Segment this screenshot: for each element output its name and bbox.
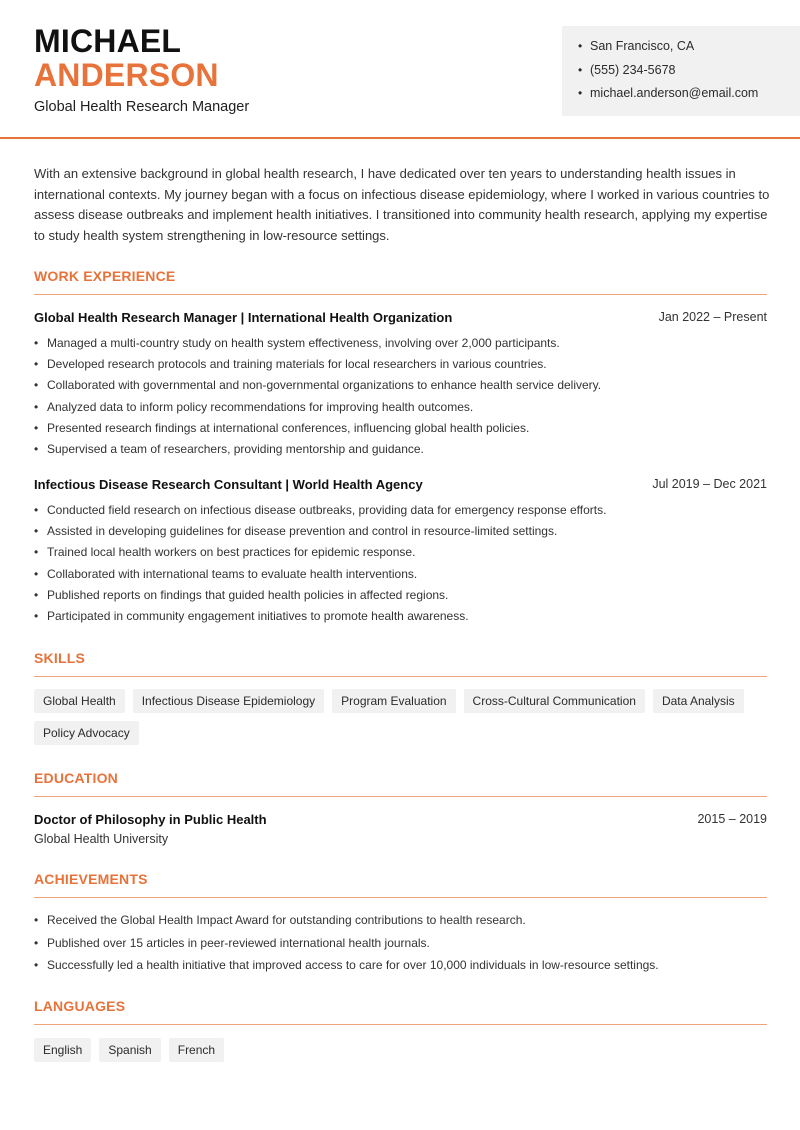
list-item: • Participated in community engagement initiatives to promote health awareness. (34, 609, 774, 630)
work-experience-heading: WORK EXPERIENCE (34, 268, 176, 284)
skill-tag: Global Health (34, 689, 125, 713)
job-dates: Jan 2022 – Present (658, 310, 767, 324)
job-dates: Jul 2019 – Dec 2021 (652, 477, 767, 491)
education-dates: 2015 – 2019 (697, 812, 767, 826)
school-name: Global Health University (34, 832, 169, 846)
job-headline: Global Health Research Manager (34, 99, 250, 115)
job-title: Global Health Research Manager | International Health Organization (34, 310, 453, 325)
language-tag: Spanish (99, 1038, 160, 1062)
languages-heading: LANGUAGES (34, 998, 126, 1014)
degree-title: Doctor of Philosophy in Public Health (34, 812, 267, 827)
section-divider (34, 796, 767, 797)
skill-tag: Cross-Cultural Communication (464, 689, 645, 713)
contact-email: • michael.anderson@email.com (578, 86, 758, 110)
education-heading: EDUCATION (34, 770, 118, 786)
list-item: • Published over 15 articles in peer-reviewed international health journals. (34, 936, 774, 959)
skill-tag: Program Evaluation (332, 689, 455, 713)
last-name: ANDERSON (34, 57, 219, 93)
language-tag: French (169, 1038, 224, 1062)
list-item: • Presented research findings at international conferences, influencing global health policies. (34, 421, 774, 442)
section-divider (34, 897, 767, 898)
resume-header (0, 0, 800, 139)
skills-heading: SKILLS (34, 650, 85, 666)
language-tags (34, 1038, 774, 1062)
contact-location: • San Francisco, CA (578, 39, 758, 63)
skill-tag: Data Analysis (653, 689, 744, 713)
list-item: • Managed a multi-country study on health system effectiveness, involving over 2,000 participants. (34, 336, 774, 357)
list-item: • Developed research protocols and training materials for local researchers in various countries. (34, 357, 774, 378)
section-divider (34, 676, 767, 677)
list-item: • Collaborated with governmental and non-governmental organizations to enhance health service delivery. (34, 378, 774, 399)
list-item: • Trained local health workers on best practices for epidemic response. (34, 545, 774, 566)
section-divider (34, 294, 767, 295)
skill-tag: Policy Advocacy (34, 721, 139, 745)
profile-summary: With an extensive background in global health research, I have dedicated over ten years to understanding health issues in international contexts. My journey began with a focus on infectious disease epidemiology, where I worked in various countries to assess disease outbreaks and implement health initiatives. I transitioned into community health research, applying my expertise to study health system strengthening in low-resource settings. (34, 166, 770, 243)
candidate-name (34, 24, 219, 92)
language-tag: English (34, 1038, 91, 1062)
list-item: • Collaborated with international teams to evaluate health interventions. (34, 567, 774, 588)
job-bullets (34, 503, 774, 630)
section-divider (34, 1024, 767, 1025)
list-item: • Assisted in developing guidelines for disease prevention and control in resource-limited settings. (34, 524, 774, 545)
list-item: • Supervised a team of researchers, providing mentorship and guidance. (34, 442, 774, 463)
contact-phone: • (555) 234-5678 (578, 63, 758, 87)
job-title: Infectious Disease Research Consultant | World Health Agency (34, 477, 423, 492)
first-name: MICHAEL (34, 23, 182, 59)
achievement-bullets (34, 913, 774, 981)
contact-box (562, 26, 800, 116)
list-item: • Published reports on findings that guided health policies in affected regions. (34, 588, 774, 609)
list-item: • Successfully led a health initiative that improved access to care for over 10,000 individuals in low-resource settings. (34, 958, 774, 981)
skills-tags (34, 689, 774, 745)
list-item: • Analyzed data to inform policy recommendations for improving health outcomes. (34, 400, 774, 421)
skill-tag: Infectious Disease Epidemiology (133, 689, 324, 713)
achievements-heading: ACHIEVEMENTS (34, 871, 148, 887)
list-item: • Conducted field research on infectious disease outbreaks, providing data for emergency response efforts. (34, 503, 774, 524)
list-item: • Received the Global Health Impact Award for outstanding contributions to health research. (34, 913, 774, 936)
job-bullets (34, 336, 774, 463)
